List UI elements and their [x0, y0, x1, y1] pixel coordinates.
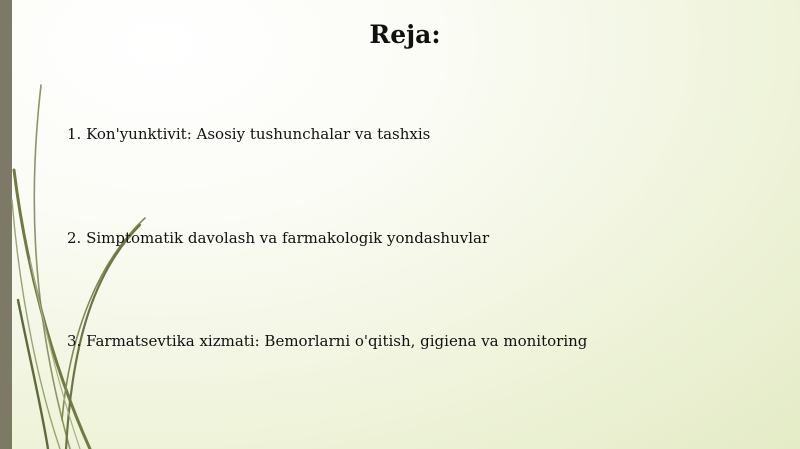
grass-blade — [12, 200, 60, 449]
plan-item: 3. Farmatsevtika xizmati: Bemorlarni o'qitish, gigiena va monitoring — [67, 332, 588, 350]
slide-title: Reja: — [369, 20, 441, 49]
grass-blade — [62, 218, 145, 420]
grass-decoration — [0, 0, 160, 449]
plan-item: 2. Simptomatik davolash va farmakologik yondashuvlar — [67, 229, 490, 247]
plan-item: 1. Kon'yunktivit: Asosiy tushunchalar va tashxis — [67, 125, 431, 143]
